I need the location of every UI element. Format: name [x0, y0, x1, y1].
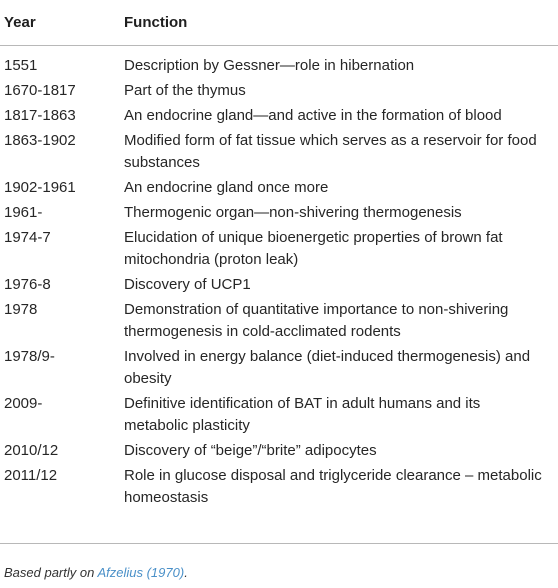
table-row: [0, 130, 558, 177]
row-function: Elucidation of unique bioenergetic properties of brown fat mitochondria (proton leak): [124, 229, 503, 268]
table-footnote: [4, 565, 188, 580]
row-function: Role in glucose disposal and triglyceride clearance – metabolic homeostasis: [124, 467, 542, 506]
row-function: Definitive identification of BAT in adult humans and its metabolic plasticity: [124, 395, 481, 434]
row-year: 1974-7: [4, 229, 51, 246]
row-year: 1817-1863: [4, 107, 76, 124]
table-row: [0, 105, 558, 130]
row-year: 2010/12: [4, 442, 59, 459]
row-function: An endocrine gland once more: [124, 179, 329, 196]
row-year: 1902-1961: [4, 179, 76, 196]
row-function: Description by Gessner—role in hibernation: [124, 57, 415, 74]
row-function: Thermogenic organ—non-shivering thermogenesis: [124, 204, 462, 221]
row-year: 1863-1902: [4, 132, 76, 149]
table-bottom-rule: [0, 543, 558, 544]
row-function: Involved in energy balance (diet-induced thermogenesis) and obesity: [124, 348, 531, 387]
table-body: [0, 46, 558, 512]
row-year: 2009-: [4, 395, 43, 412]
table-row: [0, 393, 558, 440]
row-function: Modified form of fat tissue which serves as a reservoir for food substances: [124, 132, 537, 171]
row-year: 1978: [4, 301, 38, 318]
table-row: [0, 177, 558, 202]
row-year: 1670-1817: [4, 82, 76, 99]
table-row: [0, 299, 558, 346]
footnote-citation-link[interactable]: Afzelius (1970): [97, 565, 185, 580]
table-row: [0, 227, 558, 274]
table-row: [0, 440, 558, 465]
row-function: Part of the thymus: [124, 82, 246, 99]
row-year: 2011/12: [4, 467, 58, 484]
row-year: 1978/9-: [4, 348, 55, 365]
table-row: [0, 346, 558, 393]
table-row: [0, 202, 558, 227]
row-function: Discovery of “beige”/“brite” adipocytes: [124, 442, 377, 459]
row-function: Demonstration of quantitative importance to non-shivering thermogenesis in cold-acclimated rodents: [124, 301, 509, 340]
row-year: 1976-8: [4, 276, 51, 293]
table-row: [0, 80, 558, 105]
header-year: Year: [4, 14, 36, 31]
table-row: [0, 465, 558, 512]
table-row: [0, 274, 558, 299]
row-year: 1961-: [4, 204, 43, 221]
row-function: An endocrine gland—and active in the formation of blood: [124, 107, 502, 124]
header-function: Function: [124, 14, 188, 31]
row-function: Discovery of UCP1: [124, 276, 251, 293]
row-year: 1551: [4, 57, 38, 74]
table-header: [0, 0, 558, 46]
footnote-prefix: Based partly on: [4, 565, 98, 580]
footnote-suffix: .: [184, 565, 188, 580]
table-row: [0, 55, 558, 80]
